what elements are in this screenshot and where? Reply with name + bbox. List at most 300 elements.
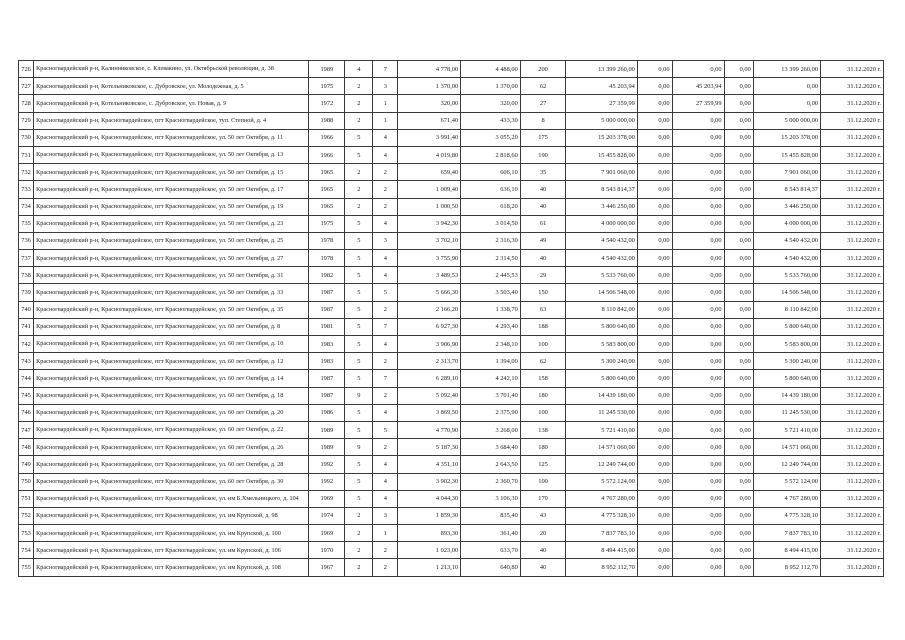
row-number: 735 xyxy=(19,215,34,232)
floors-cell: 2 xyxy=(345,525,373,542)
living-area-cell: 606,10 xyxy=(461,164,521,181)
completion-date-cell: 31.12.2020 г. xyxy=(821,404,884,421)
year-cell: 1978 xyxy=(309,232,345,249)
table-row xyxy=(19,129,884,146)
address-cell: Красногвардейский р-н, Красногвардейское, пгт Красногвардейское, ул. 50 лет Октября, д. 19 xyxy=(34,198,309,215)
table-row xyxy=(19,284,884,301)
floors-cell: 5 xyxy=(345,353,373,370)
completion-date-cell: 31.12.2020 г. xyxy=(821,439,884,456)
total-cost-cell: 13 399 260,00 xyxy=(566,61,638,78)
owner-funds-cell: 5 572 124,00 xyxy=(753,473,820,490)
federal-funds-cell: 0,00 xyxy=(637,146,672,163)
floors-cell: 5 xyxy=(345,267,373,284)
owner-funds-cell: 0,00 xyxy=(753,78,820,95)
owner-funds-cell: 4 767 280,00 xyxy=(753,490,820,507)
address-cell: Красногвардейский р-н, Красногвардейское, пгт Красногвардейское, ул. им Б.Хмельницкого, д. 104 xyxy=(34,490,309,507)
floors-cell: 2 xyxy=(345,164,373,181)
row-number: 738 xyxy=(19,267,34,284)
completion-date-cell: 31.12.2020 г. xyxy=(821,473,884,490)
entrances-cell: 4 xyxy=(373,404,398,421)
table-row xyxy=(19,61,884,78)
table-row xyxy=(19,112,884,129)
living-area-cell: 2 316,30 xyxy=(461,232,521,249)
entrances-cell: 2 xyxy=(373,181,398,198)
table-row xyxy=(19,404,884,421)
year-cell: 1987 xyxy=(309,301,345,318)
total-area-cell: 4 770,90 xyxy=(398,421,461,438)
completion-date-cell: 31.12.2020 г. xyxy=(821,318,884,335)
entrances-cell: 4 xyxy=(373,336,398,353)
residents-cell: 100 xyxy=(520,404,566,421)
address-cell: Красногвардейский р-н, Красногвардейское, пгт Красногвардейское, ул. 60 лет Октября, д. 10 xyxy=(34,336,309,353)
residents-cell: 158 xyxy=(520,370,566,387)
total-cost-cell: 8 110 842,00 xyxy=(566,301,638,318)
regional-funds-cell: 27 359,99 xyxy=(672,95,724,112)
local-funds-cell: 0,00 xyxy=(724,284,753,301)
owner-funds-cell: 4 540 432,00 xyxy=(753,250,820,267)
table-row xyxy=(19,421,884,438)
owner-funds-cell: 8 952 112,70 xyxy=(753,559,820,576)
owner-funds-cell: 7 901 060,00 xyxy=(753,164,820,181)
row-number: 733 xyxy=(19,181,34,198)
local-funds-cell: 0,00 xyxy=(724,112,753,129)
residents-cell: 170 xyxy=(520,490,566,507)
federal-funds-cell: 0,00 xyxy=(637,507,672,524)
local-funds-cell: 0,00 xyxy=(724,95,753,112)
local-funds-cell: 0,00 xyxy=(724,164,753,181)
federal-funds-cell: 0,00 xyxy=(637,421,672,438)
total-area-cell: 3 702,10 xyxy=(398,232,461,249)
total-area-cell: 4 778,00 xyxy=(398,61,461,78)
total-cost-cell: 12 249 744,00 xyxy=(566,456,638,473)
total-area-cell: 3 755,90 xyxy=(398,250,461,267)
owner-funds-cell: 8 494 415,00 xyxy=(753,542,820,559)
local-funds-cell: 0,00 xyxy=(724,421,753,438)
total-cost-cell: 5 800 640,00 xyxy=(566,318,638,335)
address-cell: Красногвардейский р-н, Красногвардейское, пгт Красногвардейское, ул. 60 лет Октября, д. 20 xyxy=(34,404,309,421)
year-cell: 1965 xyxy=(309,164,345,181)
federal-funds-cell: 0,00 xyxy=(637,370,672,387)
row-number: 755 xyxy=(19,559,34,576)
floors-cell: 4 xyxy=(345,61,373,78)
regional-funds-cell: 0,00 xyxy=(672,198,724,215)
floors-cell: 2 xyxy=(345,112,373,129)
table-row xyxy=(19,181,884,198)
floors-cell: 2 xyxy=(345,95,373,112)
regional-funds-cell: 0,00 xyxy=(672,456,724,473)
completion-date-cell: 31.12.2020 г. xyxy=(821,507,884,524)
residents-cell: 40 xyxy=(520,542,566,559)
row-number: 744 xyxy=(19,370,34,387)
address-cell: Красногвардейский р-н, Красногвардейское, пгт Красногвардейское, ул. 50 лет Октября, д. 35 xyxy=(34,301,309,318)
living-area-cell: 2 445,53 xyxy=(461,267,521,284)
regional-funds-cell: 0,00 xyxy=(672,181,724,198)
completion-date-cell: 31.12.2020 г. xyxy=(821,490,884,507)
federal-funds-cell: 0,00 xyxy=(637,164,672,181)
residents-cell: 125 xyxy=(520,456,566,473)
address-cell: Красногвардейский р-н, Красногвардейское, пгт Красногвардейское, ул. 60 лет Октября, д. 28 xyxy=(34,456,309,473)
total-area-cell: 1 859,30 xyxy=(398,507,461,524)
total-cost-cell: 5 300 240,00 xyxy=(566,353,638,370)
address-cell: Красногвардейский р-н, Красногвардейское, пгт Красногвардейское, ул. 50 лет Октября, д. 15 xyxy=(34,164,309,181)
living-area-cell: 320,00 xyxy=(461,95,521,112)
federal-funds-cell: 0,00 xyxy=(637,456,672,473)
living-area-cell: 1 394,00 xyxy=(461,353,521,370)
year-cell: 1969 xyxy=(309,490,345,507)
entrances-cell: 5 xyxy=(373,421,398,438)
address-cell: Красногвардейский р-н, Красногвардейское, пгт Красногвардейское, ул. им Крупской, д. 106 xyxy=(34,542,309,559)
entrances-cell: 4 xyxy=(373,456,398,473)
federal-funds-cell: 0,00 xyxy=(637,525,672,542)
completion-date-cell: 31.12.2020 г. xyxy=(821,301,884,318)
floors-cell: 5 xyxy=(345,421,373,438)
federal-funds-cell: 0,00 xyxy=(637,215,672,232)
regional-funds-cell: 0,00 xyxy=(672,387,724,404)
address-cell: Красногвардейский р-н, Красногвардейское, пгт Красногвардейское, ул. им Крупской, д. 100 xyxy=(34,525,309,542)
local-funds-cell: 0,00 xyxy=(724,250,753,267)
federal-funds-cell: 0,00 xyxy=(637,78,672,95)
row-number: 742 xyxy=(19,336,34,353)
owner-funds-cell: 4 540 432,00 xyxy=(753,232,820,249)
address-cell: Красногвардейский р-н, Красногвардейское, пгт Красногвардейское, ул. 50 лет Октября, д. 23 xyxy=(34,215,309,232)
row-number: 754 xyxy=(19,542,34,559)
living-area-cell: 4 242,10 xyxy=(461,370,521,387)
living-area-cell: 2 314,50 xyxy=(461,250,521,267)
regional-funds-cell: 0,00 xyxy=(672,215,724,232)
living-area-cell: 2 348,10 xyxy=(461,336,521,353)
federal-funds-cell: 0,00 xyxy=(637,181,672,198)
entrances-cell: 1 xyxy=(373,95,398,112)
address-cell: Красногвардейский р-н, Красногвардейское, пгт Красногвардейское, ул. 50 лет Октября, д. 33 xyxy=(34,284,309,301)
living-area-cell: 1 338,70 xyxy=(461,301,521,318)
table-row xyxy=(19,198,884,215)
residents-cell: 8 xyxy=(520,112,566,129)
owner-funds-cell: 3 446 250,00 xyxy=(753,198,820,215)
entrances-cell: 2 xyxy=(373,353,398,370)
entrances-cell: 2 xyxy=(373,198,398,215)
regional-funds-cell: 0,00 xyxy=(672,61,724,78)
regional-funds-cell: 0,00 xyxy=(672,164,724,181)
regional-funds-cell: 0,00 xyxy=(672,146,724,163)
year-cell: 1966 xyxy=(309,129,345,146)
year-cell: 1965 xyxy=(309,181,345,198)
total-area-cell: 4 019,80 xyxy=(398,146,461,163)
federal-funds-cell: 0,00 xyxy=(637,490,672,507)
entrances-cell: 4 xyxy=(373,250,398,267)
row-number: 748 xyxy=(19,439,34,456)
total-cost-cell: 5 800 640,00 xyxy=(566,370,638,387)
federal-funds-cell: 0,00 xyxy=(637,559,672,576)
federal-funds-cell: 0,00 xyxy=(637,112,672,129)
owner-funds-cell: 5 721 410,00 xyxy=(753,421,820,438)
floors-cell: 2 xyxy=(345,181,373,198)
local-funds-cell: 0,00 xyxy=(724,215,753,232)
entrances-cell: 4 xyxy=(373,146,398,163)
total-cost-cell: 7 837 783,10 xyxy=(566,525,638,542)
floors-cell: 5 xyxy=(345,473,373,490)
regional-funds-cell: 0,00 xyxy=(672,301,724,318)
year-cell: 1975 xyxy=(309,78,345,95)
address-cell: Красногвардейский р-н, Красногвардейское, пгт Красногвардейское, ул. 50 лет Октября, д. 25 xyxy=(34,232,309,249)
total-area-cell: 2 313,70 xyxy=(398,353,461,370)
residents-cell: 40 xyxy=(520,559,566,576)
living-area-cell: 2 375,90 xyxy=(461,404,521,421)
local-funds-cell: 0,00 xyxy=(724,129,753,146)
total-area-cell: 659,40 xyxy=(398,164,461,181)
floors-cell: 9 xyxy=(345,387,373,404)
living-area-cell: 4 293,40 xyxy=(461,318,521,335)
regional-funds-cell: 0,00 xyxy=(672,421,724,438)
entrances-cell: 1 xyxy=(373,525,398,542)
regional-funds-cell: 0,00 xyxy=(672,112,724,129)
address-cell: Красногвардейский р-н, Красногвардейское, пгт Красногвардейское, ул. 50 лет Октября, д. 11 xyxy=(34,129,309,146)
year-cell: 1972 xyxy=(309,95,345,112)
living-area-cell: 361,40 xyxy=(461,525,521,542)
total-cost-cell: 5 572 124,00 xyxy=(566,473,638,490)
living-area-cell: 2 643,50 xyxy=(461,456,521,473)
federal-funds-cell: 0,00 xyxy=(637,267,672,284)
row-number: 750 xyxy=(19,473,34,490)
local-funds-cell: 0,00 xyxy=(724,267,753,284)
completion-date-cell: 31.12.2020 г. xyxy=(821,164,884,181)
local-funds-cell: 0,00 xyxy=(724,559,753,576)
completion-date-cell: 31.12.2020 г. xyxy=(821,129,884,146)
federal-funds-cell: 0,00 xyxy=(637,301,672,318)
total-cost-cell: 4 540 432,00 xyxy=(566,232,638,249)
local-funds-cell: 0,00 xyxy=(724,370,753,387)
residents-cell: 180 xyxy=(520,387,566,404)
floors-cell: 5 xyxy=(345,146,373,163)
residents-cell: 180 xyxy=(520,439,566,456)
total-area-cell: 4 044,30 xyxy=(398,490,461,507)
owner-funds-cell: 14 506 548,00 xyxy=(753,284,820,301)
row-number: 747 xyxy=(19,421,34,438)
residents-cell: 40 xyxy=(520,250,566,267)
table-row xyxy=(19,95,884,112)
table-row xyxy=(19,473,884,490)
living-area-cell: 3 503,40 xyxy=(461,284,521,301)
floors-cell: 5 xyxy=(345,284,373,301)
total-cost-cell: 5 721 410,00 xyxy=(566,421,638,438)
year-cell: 1983 xyxy=(309,336,345,353)
floors-cell: 5 xyxy=(345,129,373,146)
floors-cell: 5 xyxy=(345,336,373,353)
entrances-cell: 4 xyxy=(373,129,398,146)
living-area-cell: 3 055,20 xyxy=(461,129,521,146)
owner-funds-cell: 7 837 783,10 xyxy=(753,525,820,542)
federal-funds-cell: 0,00 xyxy=(637,353,672,370)
local-funds-cell: 0,00 xyxy=(724,542,753,559)
table-row xyxy=(19,250,884,267)
completion-date-cell: 31.12.2020 г. xyxy=(821,215,884,232)
address-cell: Красногвардейский р-н, Калинниковское, с. Клевакино, ул. Октябрьской революции, д. 38 xyxy=(34,61,309,78)
completion-date-cell: 31.12.2020 г. xyxy=(821,61,884,78)
completion-date-cell: 31.12.2020 г. xyxy=(821,456,884,473)
table-row xyxy=(19,164,884,181)
year-cell: 1965 xyxy=(309,198,345,215)
federal-funds-cell: 0,00 xyxy=(637,387,672,404)
regional-funds-cell: 0,00 xyxy=(672,336,724,353)
entrances-cell: 7 xyxy=(373,318,398,335)
residents-cell: 175 xyxy=(520,129,566,146)
living-area-cell: 633,70 xyxy=(461,542,521,559)
local-funds-cell: 0,00 xyxy=(724,473,753,490)
entrances-cell: 7 xyxy=(373,370,398,387)
row-number: 727 xyxy=(19,78,34,95)
regional-funds-cell: 0,00 xyxy=(672,439,724,456)
address-cell: Красногвардейский р-н, Красногвардейское, пгт Красногвардейское, ул. 60 лет Октября, д. 8 xyxy=(34,318,309,335)
completion-date-cell: 31.12.2020 г. xyxy=(821,146,884,163)
regional-funds-cell: 0,00 xyxy=(672,559,724,576)
row-number: 741 xyxy=(19,318,34,335)
total-cost-cell: 4 767 280,00 xyxy=(566,490,638,507)
total-cost-cell: 11 245 530,00 xyxy=(566,404,638,421)
completion-date-cell: 31.12.2020 г. xyxy=(821,250,884,267)
owner-funds-cell: 11 245 530,00 xyxy=(753,404,820,421)
local-funds-cell: 0,00 xyxy=(724,456,753,473)
year-cell: 1970 xyxy=(309,542,345,559)
entrances-cell: 3 xyxy=(373,507,398,524)
regional-funds-cell: 0,00 xyxy=(672,525,724,542)
year-cell: 1975 xyxy=(309,215,345,232)
year-cell: 1978 xyxy=(309,250,345,267)
total-area-cell: 1 023,00 xyxy=(398,542,461,559)
floors-cell: 9 xyxy=(345,439,373,456)
local-funds-cell: 0,00 xyxy=(724,353,753,370)
table-row xyxy=(19,456,884,473)
federal-funds-cell: 0,00 xyxy=(637,336,672,353)
local-funds-cell: 0,00 xyxy=(724,146,753,163)
year-cell: 1986 xyxy=(309,404,345,421)
owner-funds-cell: 14 439 180,00 xyxy=(753,387,820,404)
regional-funds-cell: 0,00 xyxy=(672,370,724,387)
table-row xyxy=(19,336,884,353)
total-cost-cell: 4 000 000,00 xyxy=(566,215,638,232)
address-cell: Красногвардейский р-н, Красногвардейское, пгт Красногвардейское, ул. 50 лет Октября, д. 17 xyxy=(34,181,309,198)
address-cell: Красногвардейский р-н, Котельниковское, с. Дубровское, ул. Новая, д. 9 xyxy=(34,95,309,112)
table-row xyxy=(19,267,884,284)
federal-funds-cell: 0,00 xyxy=(637,284,672,301)
completion-date-cell: 31.12.2020 г. xyxy=(821,181,884,198)
federal-funds-cell: 0,00 xyxy=(637,318,672,335)
total-area-cell: 6 927,30 xyxy=(398,318,461,335)
year-cell: 1989 xyxy=(309,439,345,456)
total-cost-cell: 5 000 000,00 xyxy=(566,112,638,129)
floors-cell: 2 xyxy=(345,78,373,95)
entrances-cell: 7 xyxy=(373,61,398,78)
entrances-cell: 2 xyxy=(373,559,398,576)
total-area-cell: 1 009,40 xyxy=(398,181,461,198)
total-area-cell: 1 000,50 xyxy=(398,198,461,215)
entrances-cell: 2 xyxy=(373,542,398,559)
residents-cell: 150 xyxy=(520,284,566,301)
entrances-cell: 4 xyxy=(373,267,398,284)
row-number: 749 xyxy=(19,456,34,473)
owner-funds-cell: 13 399 260,00 xyxy=(753,61,820,78)
living-area-cell: 640,80 xyxy=(461,559,521,576)
regional-funds-cell: 0,00 xyxy=(672,267,724,284)
floors-cell: 5 xyxy=(345,490,373,507)
federal-funds-cell: 0,00 xyxy=(637,542,672,559)
residents-cell: 20 xyxy=(520,525,566,542)
year-cell: 1969 xyxy=(309,525,345,542)
residents-cell: 61 xyxy=(520,215,566,232)
regional-funds-cell: 0,00 xyxy=(672,404,724,421)
table-row xyxy=(19,490,884,507)
total-cost-cell: 27 359,99 xyxy=(566,95,638,112)
row-number: 728 xyxy=(19,95,34,112)
address-cell: Красногвардейский р-н, Красногвардейское, пгт Красногвардейское, ул. 60 лет Октября, д. 18 xyxy=(34,387,309,404)
floors-cell: 5 xyxy=(345,370,373,387)
row-number: 752 xyxy=(19,507,34,524)
floors-cell: 2 xyxy=(345,559,373,576)
residents-cell: 43 xyxy=(520,507,566,524)
regional-funds-cell: 0,00 xyxy=(672,353,724,370)
total-area-cell: 3 869,50 xyxy=(398,404,461,421)
row-number: 731 xyxy=(19,146,34,163)
total-area-cell: 3 902,30 xyxy=(398,473,461,490)
row-number: 739 xyxy=(19,284,34,301)
total-area-cell: 3 991,40 xyxy=(398,129,461,146)
row-number: 753 xyxy=(19,525,34,542)
regional-funds-cell: 0,00 xyxy=(672,490,724,507)
completion-date-cell: 31.12.2020 г. xyxy=(821,112,884,129)
completion-date-cell: 31.12.2020 г. xyxy=(821,353,884,370)
floors-cell: 5 xyxy=(345,318,373,335)
local-funds-cell: 0,00 xyxy=(724,439,753,456)
year-cell: 1981 xyxy=(309,318,345,335)
year-cell: 1989 xyxy=(309,61,345,78)
local-funds-cell: 0,00 xyxy=(724,198,753,215)
address-cell: Красногвардейский р-н, Красногвардейское, пгт Красногвардейское, ул. 50 лет Октября, д. 27 xyxy=(34,250,309,267)
year-cell: 1992 xyxy=(309,456,345,473)
total-area-cell: 3 942,30 xyxy=(398,215,461,232)
table-row xyxy=(19,542,884,559)
residents-cell: 40 xyxy=(520,181,566,198)
floors-cell: 5 xyxy=(345,404,373,421)
address-cell: Красногвардейский р-н, Котельниковское, с. Дубровское, ул. Молодежная, д. 5 xyxy=(34,78,309,95)
local-funds-cell: 0,00 xyxy=(724,387,753,404)
total-cost-cell: 14 439 180,00 xyxy=(566,387,638,404)
completion-date-cell: 31.12.2020 г. xyxy=(821,267,884,284)
entrances-cell: 2 xyxy=(373,387,398,404)
year-cell: 1974 xyxy=(309,507,345,524)
table-row xyxy=(19,301,884,318)
living-area-cell: 3 268,00 xyxy=(461,421,521,438)
living-area-cell: 2 360,70 xyxy=(461,473,521,490)
table-row xyxy=(19,525,884,542)
completion-date-cell: 31.12.2020 г. xyxy=(821,387,884,404)
address-cell: Красногвардейский р-н, Красногвардейское, пгт Красногвардейское, ул. 60 лет Октября, д. 26 xyxy=(34,439,309,456)
local-funds-cell: 0,00 xyxy=(724,507,753,524)
owner-funds-cell: 5 800 640,00 xyxy=(753,318,820,335)
table-row xyxy=(19,387,884,404)
completion-date-cell: 31.12.2020 г. xyxy=(821,421,884,438)
table-body xyxy=(19,61,884,577)
year-cell: 1989 xyxy=(309,421,345,438)
federal-funds-cell: 0,00 xyxy=(637,95,672,112)
owner-funds-cell: 5 000 000,00 xyxy=(753,112,820,129)
owner-funds-cell: 5 800 640,00 xyxy=(753,370,820,387)
residents-cell: 29 xyxy=(520,267,566,284)
residents-cell: 188 xyxy=(520,318,566,335)
owner-funds-cell: 5 533 760,00 xyxy=(753,267,820,284)
completion-date-cell: 31.12.2020 г. xyxy=(821,525,884,542)
floors-cell: 5 xyxy=(345,232,373,249)
total-cost-cell: 45 203,94 xyxy=(566,78,638,95)
row-number: 751 xyxy=(19,490,34,507)
local-funds-cell: 0,00 xyxy=(724,61,753,78)
